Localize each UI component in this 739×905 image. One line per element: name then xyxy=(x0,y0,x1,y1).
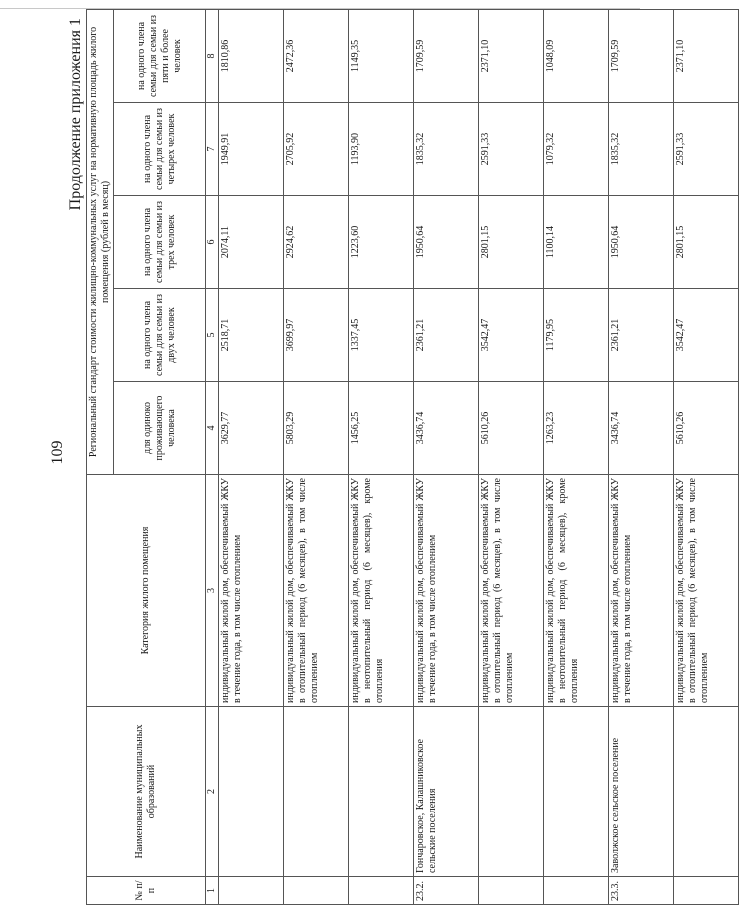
column-numbers-row xyxy=(206,9,219,904)
header-col-category: Категория жилого помещения xyxy=(87,475,206,707)
housing-category: индивидуальный жилой дом, обеспечиваемый ЖКУ в отопительный период (6 месяцев), в том числе отоплением xyxy=(284,475,349,707)
subheader-col-4: для одиноко проживающего человека xyxy=(114,382,206,475)
page-number: 109 xyxy=(49,440,66,465)
municipality-name xyxy=(349,707,414,877)
row-number xyxy=(349,877,414,905)
value-cell: 3699,97 xyxy=(284,289,349,382)
housing-category: индивидуальный жилой дом, обеспечиваемый ЖКУ в течение года, в том числе отоплением xyxy=(609,475,674,707)
value-cell: 1456,25 xyxy=(349,382,414,475)
value-cell: 2371,10 xyxy=(479,9,544,102)
housing-category: индивидуальный жилой дом, обеспечиваемый ЖКУ в отопительный период (6 месяцев), в том числе отоплением xyxy=(479,475,544,707)
value-cell: 5610,26 xyxy=(479,382,544,475)
row-number xyxy=(479,877,544,905)
col-number: 8 xyxy=(206,9,219,102)
value-cell: 1337,45 xyxy=(349,289,414,382)
subheader-col-8: на одного члена семьи для семьи из пяти и более человек xyxy=(114,9,206,102)
value-cell: 5610,26 xyxy=(674,382,739,475)
value-cell: 2705,92 xyxy=(284,103,349,196)
value-cell: 1263,23 xyxy=(544,382,609,475)
value-cell: 5803,29 xyxy=(284,382,349,475)
value-cell: 2591,33 xyxy=(479,103,544,196)
col-number: 1 xyxy=(206,877,219,905)
housing-category: индивидуальный жилой дом, обеспечиваемый ЖКУ в течение года, в том числе отоплением xyxy=(414,475,479,707)
value-cell: 1835,32 xyxy=(414,103,479,196)
table-row xyxy=(609,9,674,904)
value-cell: 3436,74 xyxy=(414,382,479,475)
table-row xyxy=(479,9,544,904)
housing-category: индивидуальный жилой дом, обеспечиваемый ЖКУ в отопительный период (6 месяцев), в том числе отоплением xyxy=(674,475,739,707)
row-number: 23.3. xyxy=(609,877,674,905)
value-cell: 1048,09 xyxy=(544,9,609,102)
municipality-name: Заволжское сельское поселение xyxy=(609,707,674,877)
value-cell: 2371,10 xyxy=(674,9,739,102)
value-cell: 2801,15 xyxy=(479,196,544,289)
value-cell: 1709,59 xyxy=(414,9,479,102)
col-number: 5 xyxy=(206,289,219,382)
value-cell: 1149,35 xyxy=(349,9,414,102)
value-cell: 3542,47 xyxy=(674,289,739,382)
value-cell: 2472,36 xyxy=(284,9,349,102)
housing-category: индивидуальный жилой дом, обеспечиваемый ЖКУ в неотопительный период (6 месяцев), кроме отопления xyxy=(349,475,414,707)
row-number xyxy=(674,877,739,905)
housing-category: индивидуальный жилой дом, обеспечиваемый ЖКУ в течение года, в том числе отоплением xyxy=(219,475,284,707)
row-number xyxy=(544,877,609,905)
header-col-no: № п/п xyxy=(87,877,206,905)
value-cell: 2591,33 xyxy=(674,103,739,196)
value-cell: 2361,21 xyxy=(609,289,674,382)
value-cell: 1179,95 xyxy=(544,289,609,382)
row-number xyxy=(219,877,284,905)
value-cell: 2924,62 xyxy=(284,196,349,289)
row-number xyxy=(284,877,349,905)
col-number: 3 xyxy=(206,475,219,707)
municipality-name xyxy=(219,707,284,877)
appendix-title: Продолжение приложения 1 xyxy=(67,18,84,211)
value-cell: 1835,32 xyxy=(609,103,674,196)
value-cell: 2518,71 xyxy=(219,289,284,382)
value-cell: 1100,14 xyxy=(544,196,609,289)
value-cell: 3629,77 xyxy=(219,382,284,475)
municipality-name: Гончаровское, Калашниковское сельские поселения xyxy=(414,707,479,877)
table-row xyxy=(674,9,739,904)
header-col-standard: Региональный стандарт стоимости жилищно-коммунальных услуг на нормативную площадь жилого помещения (рублей в месяц) xyxy=(87,9,114,474)
row-number: 23.2. xyxy=(414,877,479,905)
subheader-col-7: на одного члена семьи для семьи из четырех человек xyxy=(114,103,206,196)
value-cell: 1193,90 xyxy=(349,103,414,196)
municipality-name xyxy=(284,707,349,877)
value-cell: 2074,11 xyxy=(219,196,284,289)
value-cell: 3542,47 xyxy=(479,289,544,382)
value-cell: 2801,15 xyxy=(674,196,739,289)
value-cell: 1810,86 xyxy=(219,9,284,102)
value-cell: 1949,91 xyxy=(219,103,284,196)
col-number: 6 xyxy=(206,196,219,289)
value-cell: 1223,60 xyxy=(349,196,414,289)
subheader-col-5: на одного члена семьи для семьи из двух человек xyxy=(114,289,206,382)
col-number: 4 xyxy=(206,382,219,475)
table-row xyxy=(414,9,479,904)
table-row xyxy=(284,9,349,904)
value-cell: 3436,74 xyxy=(609,382,674,475)
subheader-col-6: на одного члена семьи для семьи из трех человек xyxy=(114,196,206,289)
col-number: 2 xyxy=(206,707,219,877)
housing-category: индивидуальный жилой дом, обеспечиваемый ЖКУ в неотопительный период (6 месяцев), кроме отопления xyxy=(544,475,609,707)
municipality-name xyxy=(544,707,609,877)
municipality-name xyxy=(674,707,739,877)
header-col-name: Наименование муниципальных образований xyxy=(87,707,206,877)
col-number: 7 xyxy=(206,103,219,196)
table-row xyxy=(544,9,609,904)
standards-table xyxy=(86,9,739,905)
value-cell: 1079,32 xyxy=(544,103,609,196)
value-cell: 1950,64 xyxy=(414,196,479,289)
value-cell: 2361,21 xyxy=(414,289,479,382)
municipality-name xyxy=(479,707,544,877)
table-row xyxy=(219,9,284,904)
value-cell: 1709,59 xyxy=(609,9,674,102)
table-row xyxy=(349,9,414,904)
value-cell: 1950,64 xyxy=(609,196,674,289)
